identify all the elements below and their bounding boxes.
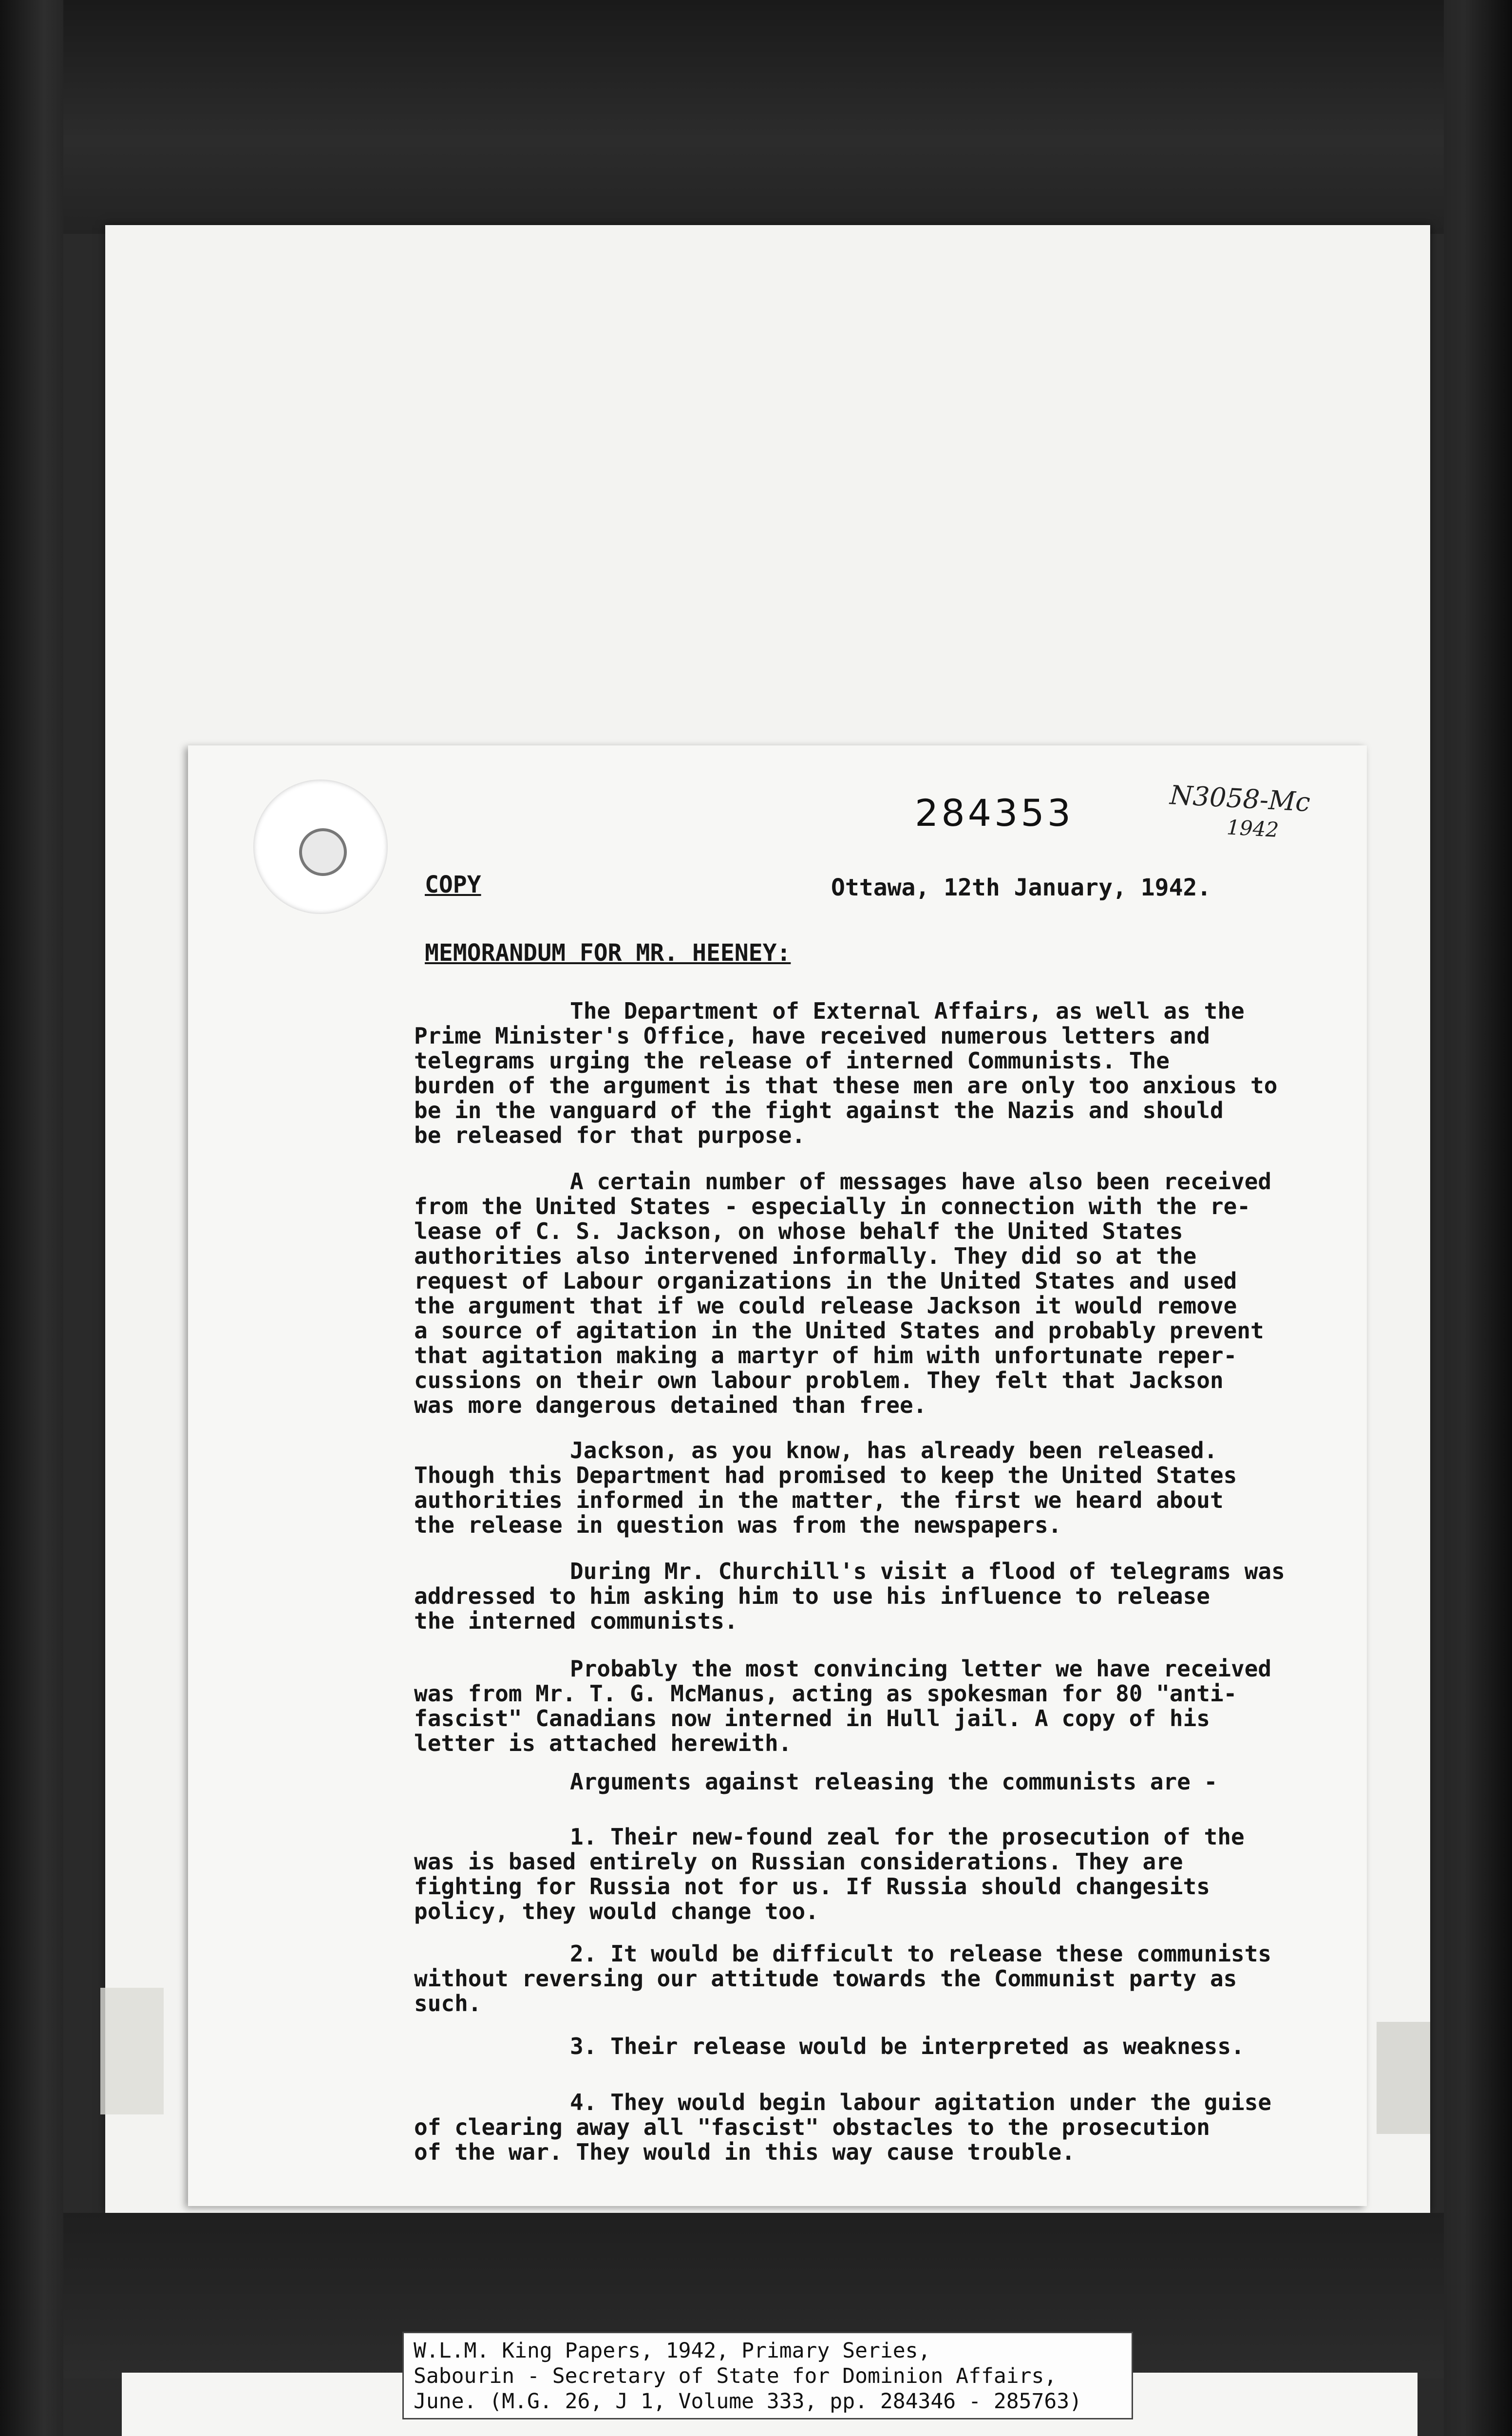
memo-line: was is based entirely on Russian considerations. They are: [414, 1848, 1183, 1875]
tape-strip: [100, 1988, 164, 2114]
memo-line: Prime Minister's Office, have received numerous letters and: [414, 1023, 1210, 1049]
memo-line: A certain number of messages have also been received: [570, 1168, 1272, 1195]
memo-paragraph: [414, 1169, 1349, 1418]
memo-line: addressed to him asking him to use his influence to release: [414, 1583, 1210, 1609]
memo-line: of clearing away all "fascist" obstacles to the prosecution: [414, 2114, 1210, 2140]
memo-paragraph: [414, 1656, 1349, 1756]
memo-paragraph: [414, 1770, 1349, 1794]
citation-line: June. (M.G. 26, J 1, Volume 333, pp. 284346 - 285763): [414, 2389, 1082, 2414]
memo-line: 1. Their new-found zeal for the prosecution of the: [570, 1824, 1245, 1850]
memo-line: telegrams urging the release of interned Communists. The: [414, 1047, 1170, 1074]
citation-label: [402, 2332, 1133, 2419]
place-date: Ottawa, 12th January, 1942.: [831, 874, 1211, 901]
memo-line: Jackson, as you know, has already been released.: [570, 1437, 1218, 1464]
memo-line: of the war. They would in this way cause trouble.: [414, 2139, 1076, 2165]
memo-paragraph: [414, 1941, 1349, 2016]
memo-line: a source of agitation in the United States and probably prevent: [414, 1317, 1264, 1344]
memo-line: During Mr. Churchill's visit a flood of telegrams was: [570, 1558, 1285, 1584]
memo-line: the interned communists.: [414, 1608, 738, 1634]
memo-line: be released for that purpose.: [414, 1122, 806, 1148]
memo-paragraph: [414, 2090, 1349, 2165]
memo-line: Arguments against releasing the communists are -: [570, 1769, 1218, 1795]
memo-line: the argument that if we could release Jackson it would remove: [414, 1293, 1237, 1319]
memo-line: the release in question was from the newspapers.: [414, 1512, 1062, 1538]
document-number: 284353: [915, 791, 1074, 835]
memo-line: was from Mr. T. G. McManus, acting as spokesman for 80 "anti-: [414, 1680, 1237, 1707]
memo-line: cussions on their own labour problem. They felt that Jackson: [414, 1367, 1224, 1393]
citation-line: Sabourin - Secretary of State for Dominion Affairs,: [414, 2364, 1057, 2388]
memo-paragraph: [414, 1559, 1349, 1634]
memo-line: fascist" Canadians now interned in Hull jail. A copy of his: [414, 1705, 1210, 1732]
memo-line: burden of the argument is that these men are only too anxious to: [414, 1072, 1278, 1099]
memo-line: be in the vanguard of the fight against the Nazis and should: [414, 1097, 1224, 1123]
microfilm-top-border: [0, 0, 1512, 234]
tape-strip: [1377, 2022, 1430, 2134]
memo-line: such.: [414, 1990, 482, 2017]
microfilm-right-border: [1444, 0, 1512, 2436]
memo-line: was more dangerous detained than free.: [414, 1392, 927, 1418]
copy-label: COPY: [425, 871, 481, 898]
punch-hole-icon: [253, 780, 388, 914]
memo-line: fighting for Russia not for us. If Russia should changesits: [414, 1873, 1210, 1900]
memo-paragraph: [414, 1438, 1349, 1538]
memo-line: from the United States - especially in connection with the re-: [414, 1193, 1251, 1219]
memo-line: letter is attached herewith.: [414, 1730, 792, 1756]
memo-line: Though this Department had promised to keep the United States: [414, 1462, 1237, 1488]
memo-line: without reversing our attitude towards the Communist party as: [414, 1965, 1237, 1992]
citation-line: W.L.M. King Papers, 1942, Primary Series,: [414, 2339, 931, 2363]
memo-paragraph: [414, 2034, 1349, 2059]
handwritten-year: 1942: [1226, 815, 1280, 842]
handwritten-reference: [1168, 780, 1356, 846]
memo-line: policy, they would change too.: [414, 1898, 819, 1924]
memo-paragraph: [414, 1825, 1349, 1924]
memo-paragraph: [414, 999, 1349, 1148]
memo-line: request of Labour organizations in the United States and used: [414, 1268, 1237, 1294]
microfilm-left-border: [0, 0, 63, 2436]
memo-line: 2. It would be difficult to release these communists: [570, 1941, 1272, 1967]
handwritten-ref-code: N3058-Mc: [1169, 780, 1311, 818]
memo-line: authorities informed in the matter, the first we heard about: [414, 1487, 1224, 1513]
memo-line: The Department of External Affairs, as well as the: [570, 998, 1245, 1024]
memo-line: that agitation making a martyr of him with unfortunate reper-: [414, 1342, 1237, 1369]
memo-line: 3. Their release would be interpreted as weakness.: [570, 2033, 1245, 2059]
memo-line: lease of C. S. Jackson, on whose behalf the United States: [414, 1218, 1183, 1244]
memo-heading: MEMORANDUM FOR MR. HEENEY:: [425, 939, 791, 967]
memo-line: 4. They would begin labour agitation under the guise: [570, 2089, 1272, 2115]
memo-line: Probably the most convincing letter we have received: [570, 1656, 1272, 1682]
memo-line: authorities also intervened informally. They did so at the: [414, 1243, 1197, 1269]
